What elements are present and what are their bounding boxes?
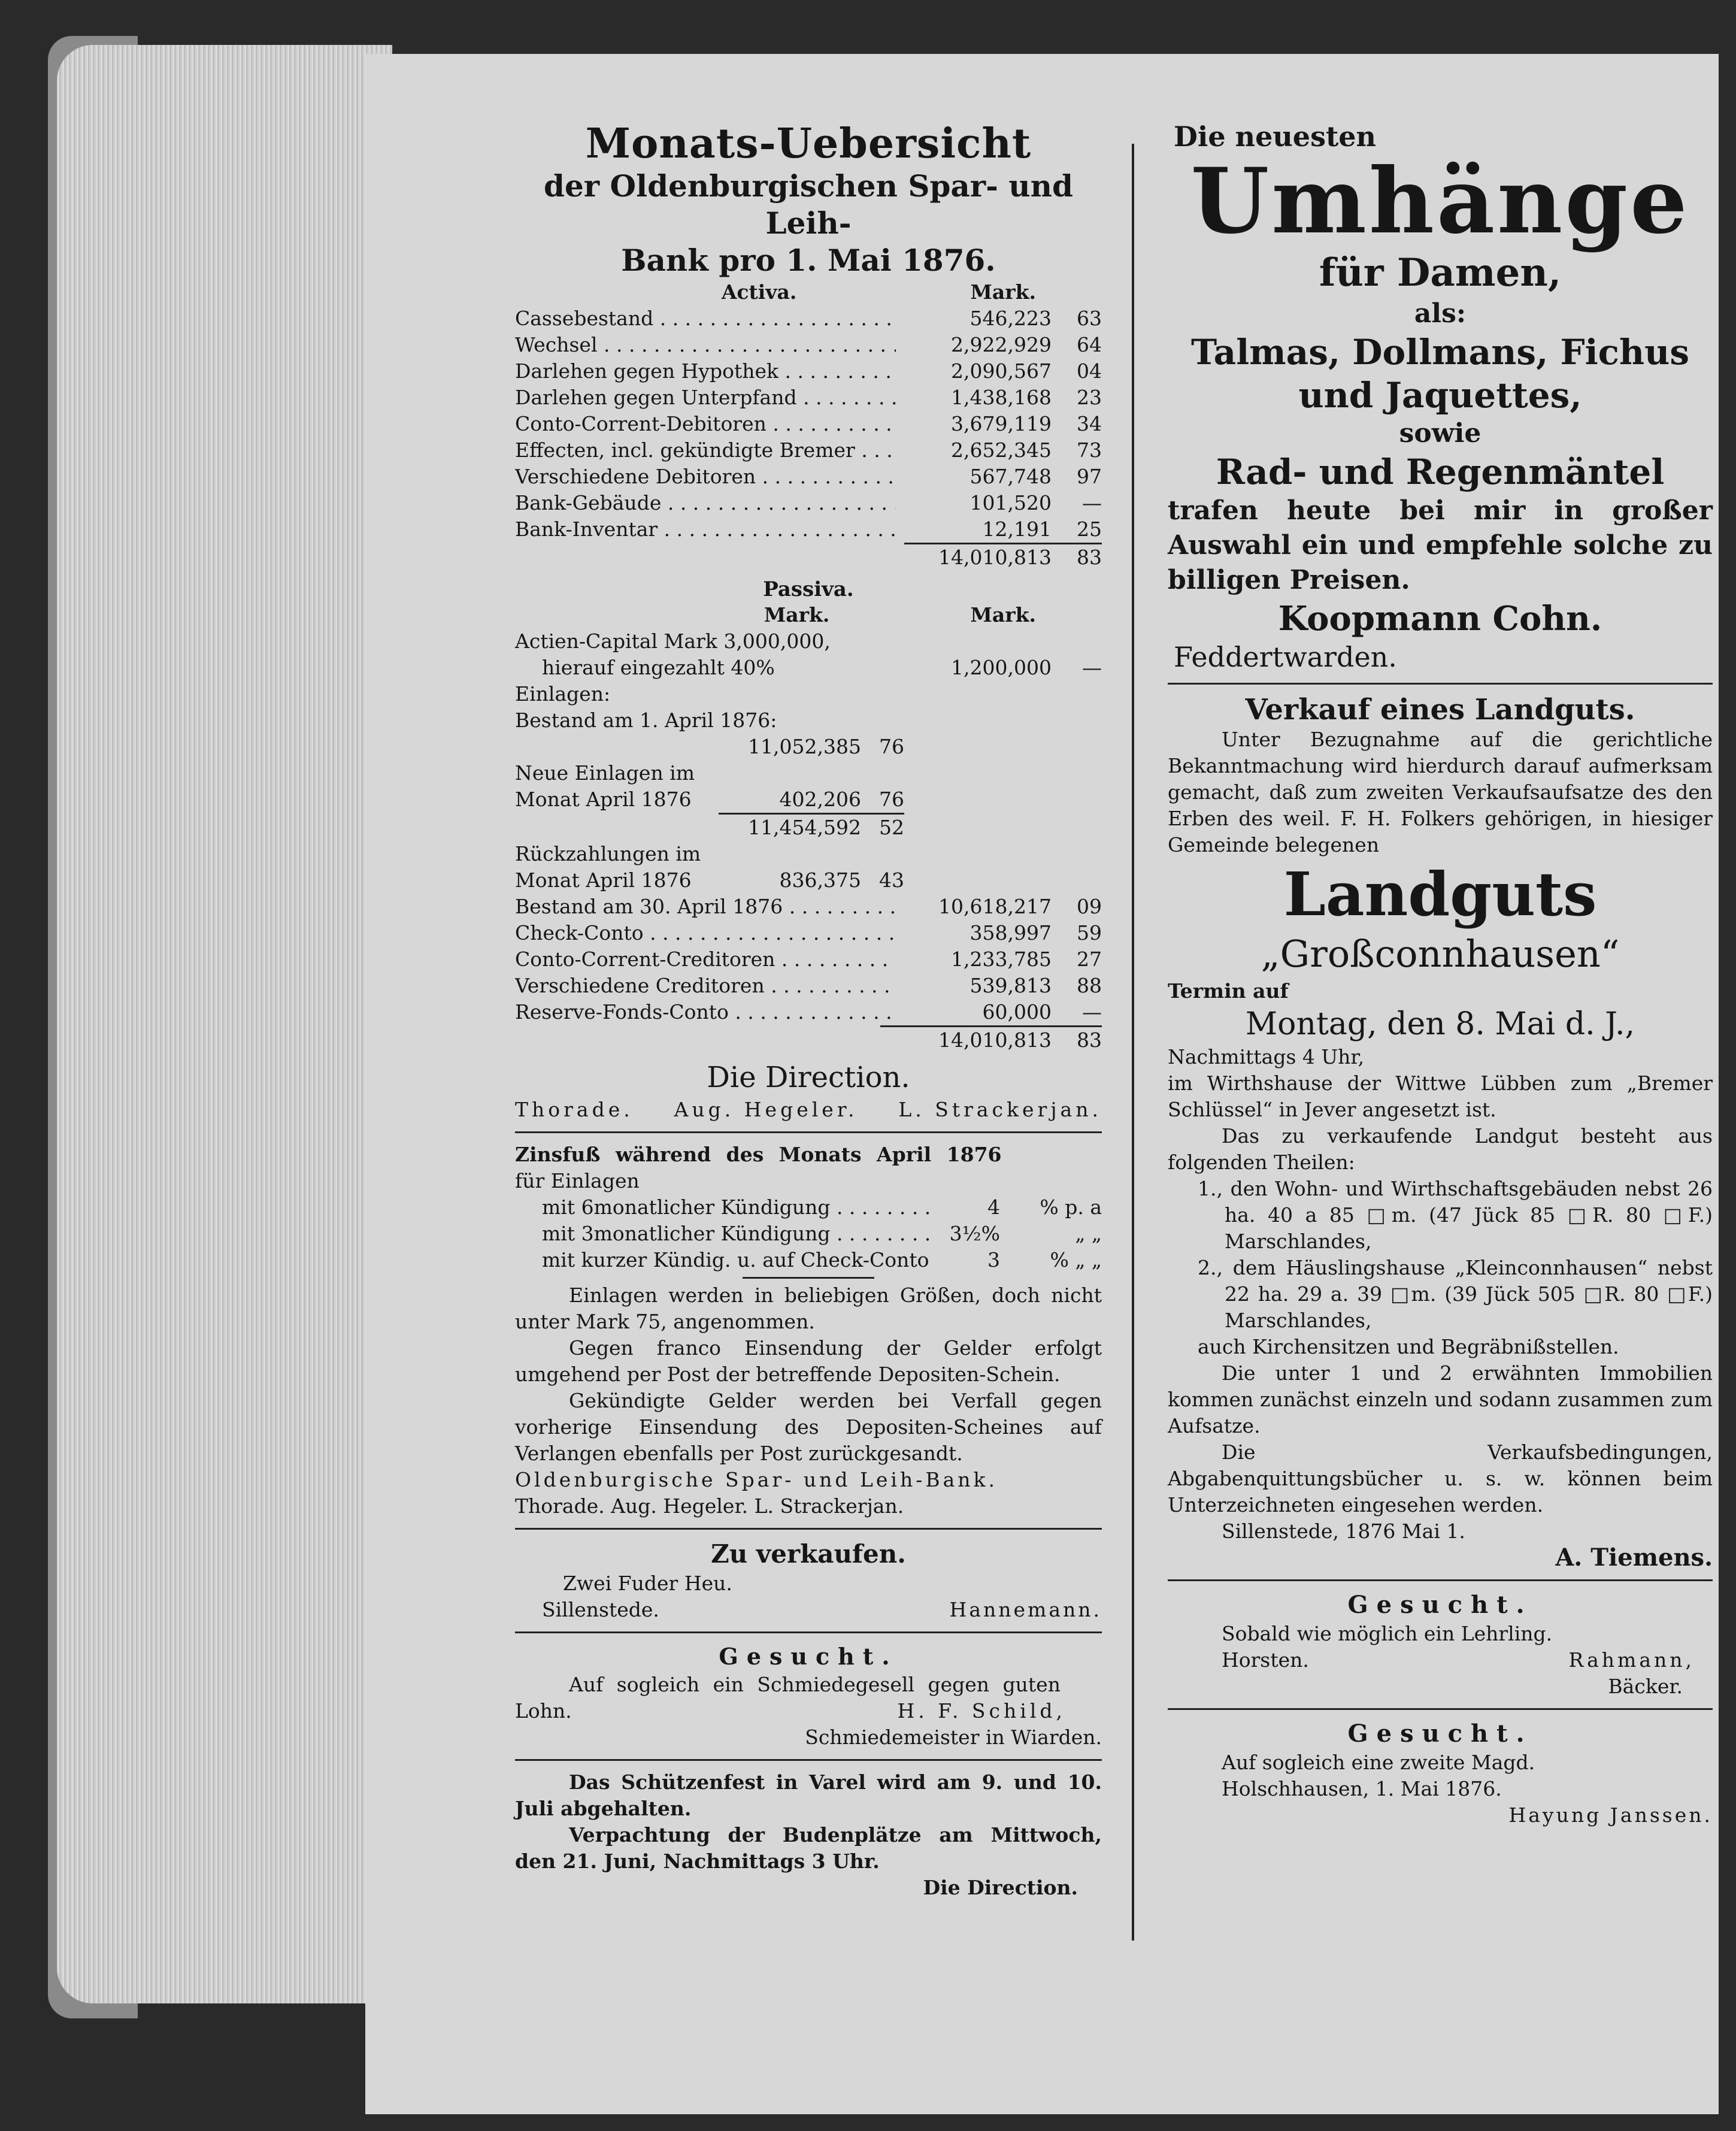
- activa-mark: 546,223: [970, 307, 1052, 330]
- activa-pf: 63: [1077, 307, 1102, 330]
- passiva-name: Verschiedene Creditoren . . .: [515, 973, 896, 999]
- activa-row: [515, 305, 1102, 332]
- zins-unit: „ „: [1075, 1222, 1102, 1245]
- director-name-1: Thorade.: [515, 1098, 634, 1121]
- activa-pf: 23: [1077, 386, 1102, 409]
- activa-mark: 101,520: [970, 491, 1052, 514]
- umhaenge-heading: Umhänge: [1190, 149, 1690, 254]
- director-name-3: L. Strackerjan.: [898, 1098, 1102, 1121]
- activa-pf: 64: [1077, 333, 1102, 356]
- zins-unit: % p. a: [1040, 1195, 1102, 1219]
- activa-pf: 25: [1077, 517, 1102, 541]
- neuesten-heading: Die neuesten: [1174, 120, 1376, 153]
- passiva-col1-header: Mark.: [764, 603, 830, 626]
- activa-pf: 73: [1077, 438, 1102, 462]
- passiva-total-mark: 14,010,813: [938, 1028, 1052, 1052]
- gesucht-3-title: Gesucht.: [1347, 1720, 1533, 1748]
- zu-verkaufen-name: Hannemann.: [949, 1598, 1102, 1621]
- activa-mark-header: Mark.: [970, 280, 1036, 304]
- landgut-item-2: 2., dem Häuslingshause „Kleinconnhausen“ nebst 22 ha. 29 a. 39 □m. (39 Jück 505 □R. 80 □F.) Marschlandes,: [1198, 1256, 1713, 1332]
- bedingungen-text: Die Verkaufsbedingungen, Abgabenquittungsbücher u. s. w. können beim Unterzeichneten eingesehen werden.: [1168, 1440, 1713, 1516]
- passiva-mark: 10,618,217: [938, 895, 1052, 918]
- gesucht-1-line2: [515, 1698, 1102, 1724]
- termin-label: Termin auf: [1168, 979, 1289, 1003]
- activa-name: Wechsel . . .: [515, 332, 896, 358]
- passiva-pf: 59: [1077, 921, 1102, 945]
- zins-text: mit kurzer Kündig. u. auf Check-Conto . . .: [542, 1247, 934, 1273]
- activa-name: Bank-Gebäude . . .: [515, 490, 896, 516]
- passiva-label: Passiva.: [763, 577, 854, 601]
- passiva-name: Reserve-Fonds-Conto . . .: [515, 999, 896, 1025]
- zins-text: mit 3monatlicher Kündigung . . .: [542, 1221, 934, 1247]
- zins-row: [515, 1221, 1102, 1247]
- passiva-row: [515, 894, 1102, 920]
- gesucht-1-title: Gesucht.: [719, 1643, 898, 1670]
- franco-paragraph: Gegen franco Einsendung der Gelder erfolgt umgehend per Post der betreffende Depositen-Schein.: [515, 1336, 1102, 1386]
- gesucht-2-title: Gesucht.: [1347, 1591, 1533, 1619]
- bank-report-title: Monats-Uebersicht: [585, 120, 1032, 168]
- activa-row: [515, 464, 1102, 490]
- rueckzahlungen-line-1: Rückzahlungen im: [515, 842, 701, 865]
- zins-rate: 3: [987, 1248, 1000, 1272]
- verkauf-text: Unter Bezugnahme auf die gerichtliche Bekanntmachung wird hierdurch darauf aufmerksam gemacht, daß zum zweiten Verkaufsaufsatze des den Erben des weil. F. H. Folkers gehörigen, in hiesiger Gemeinde belegenen: [1168, 728, 1713, 856]
- activa-mark: 2,652,345: [951, 438, 1052, 462]
- landguts-heading: Landguts: [1283, 859, 1597, 930]
- activa-name: Conto-Corrent-Debitoren . . .: [515, 411, 896, 437]
- page-edges: [57, 45, 392, 2003]
- passiva-pf: 09: [1077, 895, 1102, 918]
- passiva-name: Bestand am 30. April 1876 . . .: [515, 894, 896, 920]
- passiva-mark: 60,000: [982, 1000, 1052, 1024]
- activa-row: [515, 490, 1102, 516]
- actien-pf: —: [1082, 656, 1102, 679]
- passiva-pf: —: [1082, 1000, 1102, 1024]
- activa-total-pf: 83: [1077, 546, 1102, 569]
- passiva-row: [515, 973, 1102, 999]
- gekuendigt-paragraph: Gekündigte Gelder werden bei Verfall gegen vorherige Einsendung des Depositen-Scheines auf Verlangen ebenfalls per Post zurückgesandt.: [515, 1389, 1102, 1465]
- activa-row: [515, 332, 1102, 358]
- activa-total-mark: 14,010,813: [938, 546, 1052, 569]
- actien-line-2: hierauf eingezahlt 40%: [542, 656, 775, 679]
- umhaenge-body: trafen heute bei mir in großer Auswahl ein und empfehle solche zu billigen Preisen.: [1168, 495, 1713, 595]
- activa-total: [515, 544, 1102, 571]
- separator: [1168, 1579, 1713, 1581]
- grossconnhausen-heading: „Großconnhausen“: [1261, 932, 1620, 976]
- activa-mark: 3,679,119: [951, 412, 1052, 435]
- activa-mark: 2,922,929: [951, 333, 1052, 356]
- passiva-row: [515, 920, 1102, 946]
- neue-einlagen-pf: 76: [879, 788, 904, 811]
- bank-report-subtitle-1: der Oldenburgischen Spar- und Leih-: [544, 168, 1073, 241]
- firm-name: Koopmann Cohn.: [1278, 599, 1602, 638]
- activa-name: Bank-Inventar . . .: [515, 516, 896, 543]
- zu-verkaufen-text: Zwei Fuder Heu.: [563, 1572, 732, 1595]
- short-separator: [743, 1277, 874, 1279]
- fuer-damen-heading: für Damen,: [1319, 250, 1562, 295]
- left-column: [515, 120, 1102, 1901]
- passiva-mark: 358,997: [970, 921, 1052, 945]
- activa-row: [515, 358, 1102, 385]
- activa-name: Effecten, incl. gekündigte Bremer . . .: [515, 437, 896, 464]
- passiva-pf: 88: [1077, 974, 1102, 997]
- separator: [515, 1759, 1102, 1761]
- neue-einlagen-line-2: Monat April 1876: [515, 788, 692, 811]
- neue-einlagen-line-1: Neue Einlagen im: [515, 761, 695, 785]
- right-column: [1168, 120, 1713, 1829]
- column-divider: [1132, 144, 1134, 1941]
- zins-row: [515, 1194, 1102, 1221]
- regenmaentel-heading: Rad- und Regenmäntel: [1216, 452, 1665, 492]
- gesucht-2-place: Horsten.: [1222, 1648, 1309, 1672]
- zu-verkaufen-title: Zu verkaufen.: [711, 1539, 906, 1569]
- passiva-table: [515, 894, 1102, 1025]
- passiva-total-pf: 83: [1077, 1028, 1102, 1052]
- talmas-heading: Talmas, Dollmans, Fichus: [1191, 332, 1689, 373]
- passiva-col2-header: Mark.: [970, 603, 1036, 626]
- actien-capital: [515, 628, 1102, 681]
- bank-signature-names: Thorade. Aug. Hegeler. L. Strackerjan.: [515, 1494, 904, 1518]
- zu-verkaufen-signature: [515, 1597, 1102, 1623]
- subtotal-mark: 11,454,592: [748, 816, 861, 839]
- activa-name: Darlehen gegen Unterpfand . . .: [515, 385, 896, 411]
- einlagen-label: Einlagen:: [515, 682, 611, 706]
- verkauf-signature: A. Tiemens.: [1555, 1543, 1713, 1572]
- gesucht-1-role: Schmiedemeister in Wiarden.: [805, 1726, 1102, 1749]
- bestand-april-values: [515, 734, 1102, 760]
- gesucht-1-name: H. F. Schild,: [897, 1699, 1066, 1723]
- rueckzahlungen-line-2: Monat April 1876: [515, 868, 692, 892]
- zins-sub: für Einlagen: [515, 1169, 640, 1192]
- passiva-row: [515, 946, 1102, 973]
- verpachtung-signature: Die Direction.: [923, 1876, 1078, 1899]
- gesucht-2-signature: [1168, 1647, 1713, 1673]
- schuetzenfest-notice: Das Schützenfest in Varel wird am 9. und 10. Juli abgehalten.: [515, 1770, 1102, 1820]
- rueckzahlungen-mark: 836,375: [779, 868, 861, 892]
- verpachtung-notice: Verpachtung der Budenplätze am Mittwoch, den 21. Juni, Nachmittags 3 Uhr.: [515, 1823, 1102, 1873]
- passiva-total: [515, 1027, 1102, 1054]
- verkauf-title: Verkauf eines Landguts.: [1245, 693, 1635, 727]
- zins-row: [515, 1247, 1102, 1273]
- gesucht-1-text: Auf sogleich ein Schmiedegesell gegen guten: [569, 1673, 1061, 1696]
- passiva-pf: 27: [1077, 948, 1102, 971]
- neue-einlagen-values: [515, 786, 1102, 813]
- zins-table: [515, 1194, 1102, 1273]
- activa-name: Darlehen gegen Hypothek . . .: [515, 358, 896, 385]
- landgut-item-1: 1., den Wohn- und Wirthschaftsgebäuden nebst 26 ha. 40 a 85 □m. (47 Jück 85 □R. 80 □F.) Marschlandes,: [1198, 1177, 1713, 1253]
- zins-rate: 4: [987, 1195, 1000, 1219]
- zins-heading: Zinsfuß während des Monats April 1876: [515, 1143, 1002, 1166]
- sowie-heading: sowie: [1399, 418, 1481, 449]
- rueckzahlungen-values: [515, 867, 1102, 894]
- bank-report-subtitle-2: Bank pro 1. Mai 1876.: [621, 243, 996, 278]
- director-name-2: Aug. Hegeler.: [674, 1098, 858, 1121]
- jaquettes-heading: und Jaquettes,: [1298, 375, 1582, 416]
- zu-verkaufen-place: Sillenstede.: [542, 1598, 659, 1621]
- verkauf-date: Sillenstede, 1876 Mai 1.: [1222, 1519, 1465, 1543]
- gesucht-2-role: Bäcker.: [1608, 1675, 1683, 1698]
- actien-mark: 1,200,000: [951, 656, 1052, 679]
- zins-text: mit 6monatlicher Kündigung . . .: [542, 1194, 934, 1221]
- activa-pf: 97: [1077, 465, 1102, 488]
- activa-row: [515, 516, 1102, 543]
- separator: [515, 1528, 1102, 1530]
- activa-row: [515, 411, 1102, 437]
- nachmittags-line: Nachmittags 4 Uhr,: [1168, 1045, 1365, 1068]
- subtotal-pf: 52: [879, 816, 904, 839]
- activa-row: [515, 437, 1102, 464]
- activa-mark: 567,748: [970, 465, 1052, 488]
- activa-label: Activa.: [721, 280, 797, 304]
- activa-mark: 2,090,567: [951, 359, 1052, 383]
- gesucht-1-lohn: Lohn.: [515, 1699, 572, 1723]
- direction-names: [515, 1097, 1102, 1123]
- activa-pf: —: [1082, 491, 1102, 514]
- kirchensitzen-text: auch Kirchensitzen und Begräbnißstellen.: [1198, 1335, 1619, 1358]
- gesucht-3-text: Auf sogleich eine zweite Magd.: [1222, 1751, 1535, 1774]
- zins-rate: 3½%: [949, 1222, 1000, 1245]
- als-heading: als:: [1414, 298, 1467, 329]
- activa-name: Verschiedene Debitoren . . .: [515, 464, 896, 490]
- activa-header: [515, 279, 1102, 305]
- activa-name: Cassebestand . . .: [515, 305, 896, 332]
- separator: [515, 1131, 1102, 1133]
- activa-row: [515, 385, 1102, 411]
- bank-signature: Oldenburgische Spar- und Leih-Bank.: [515, 1468, 998, 1491]
- activa-pf: 04: [1077, 359, 1102, 383]
- separator: [1168, 683, 1713, 685]
- gesucht-2-name: Rahmann,: [1568, 1648, 1695, 1672]
- passiva-name: Check-Conto . . .: [515, 920, 896, 946]
- zins-unit: % „ „: [1050, 1248, 1102, 1272]
- gesucht-2-text: Sobald wie möglich ein Lehrling.: [1222, 1622, 1553, 1645]
- direction-title: Die Direction.: [707, 1061, 910, 1094]
- activa-mark: 1,438,168: [951, 386, 1052, 409]
- activa-table: [515, 305, 1102, 543]
- gesucht-3-name: Hayung Janssen.: [1508, 1803, 1713, 1827]
- actien-line-1: Actien-Capital Mark 3,000,000,: [515, 629, 831, 653]
- montag-heading: Montag, den 8. Mai d. J.,: [1245, 1006, 1635, 1042]
- subtotal-values: [515, 815, 1102, 841]
- separator: [1168, 1708, 1713, 1710]
- immobilien-text: Die unter 1 und 2 erwähnten Immobilien kommen zunächst einzeln und sodann zusammen zum Aufsatze.: [1168, 1361, 1713, 1437]
- passiva-header: [515, 602, 1102, 628]
- activa-mark: 12,191: [982, 517, 1052, 541]
- rueckzahlungen-pf: 43: [879, 868, 904, 892]
- firm-place: Feddertwarden.: [1174, 641, 1397, 673]
- separator: [515, 1631, 1102, 1633]
- passiva-mark: 1,233,785: [951, 948, 1052, 971]
- bestand-april-pf: 76: [879, 735, 904, 758]
- einlagen-paragraph: Einlagen werden in beliebigen Größen, doch nicht unter Mark 75, angenommen.: [515, 1284, 1102, 1333]
- activa-pf: 34: [1077, 412, 1102, 435]
- theile-text: Das zu verkaufende Landgut besteht aus folgenden Theilen:: [1168, 1124, 1713, 1174]
- gesucht-3-place: Holschhausen, 1. Mai 1876.: [1222, 1777, 1502, 1800]
- wirthshaus-text: im Wirthshause der Wittwe Lübben zum „Bremer Schlüssel“ in Jever angesetzt ist.: [1168, 1071, 1713, 1121]
- bestand-april-mark: 11,052,385: [748, 735, 861, 758]
- neue-einlagen-mark: 402,206: [779, 788, 861, 811]
- passiva-mark: 539,813: [970, 974, 1052, 997]
- bestand-april-label: Bestand am 1. April 1876:: [515, 709, 777, 732]
- passiva-name: Conto-Corrent-Creditoren . . .: [515, 946, 896, 973]
- passiva-row: [515, 999, 1102, 1025]
